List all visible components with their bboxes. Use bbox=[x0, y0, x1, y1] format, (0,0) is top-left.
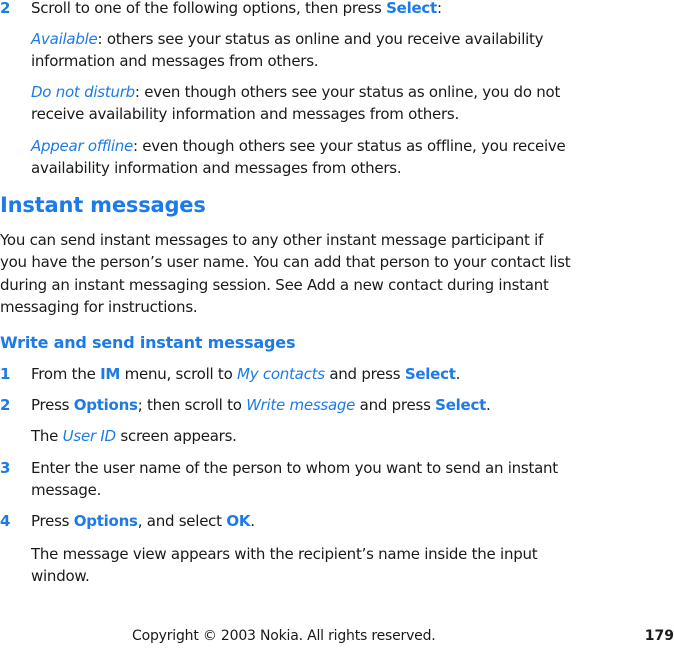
step-3-text: Enter the user name of the person to whom you want to send an instant bbox=[31, 459, 558, 477]
step-2-note: The User ID screen appears. bbox=[31, 427, 237, 445]
select-softkey: Select bbox=[386, 0, 437, 17]
options-softkey: Options bbox=[73, 512, 138, 530]
option-available: Available: others see your status as online and you receive availability bbox=[31, 30, 544, 48]
option-appear-offline: Appear offline: even though others see your status as offline, you receive bbox=[31, 137, 566, 155]
ok-option: OK bbox=[226, 512, 251, 530]
option-term: Appear offline bbox=[31, 137, 133, 155]
select-softkey: Select bbox=[404, 365, 456, 383]
paragraph-line: You can send instant messages to any other instant message participant if bbox=[0, 231, 544, 249]
user-id-screen: User ID bbox=[62, 427, 116, 445]
step-number: 4 bbox=[0, 512, 11, 530]
write-message-option: Write message bbox=[246, 396, 356, 414]
step-number: 1 bbox=[0, 365, 11, 383]
paragraph-line: messaging for instructions. bbox=[0, 298, 198, 316]
option-appear-offline-cont: availability information and messages from others. bbox=[31, 159, 402, 177]
step-3-text-cont: message. bbox=[31, 481, 102, 499]
im-menu: IM bbox=[100, 365, 121, 383]
paragraph-line: during an instant messaging session. See Add a new contact during instant bbox=[0, 276, 549, 294]
option-term: Available bbox=[31, 30, 98, 48]
step-number: 2 bbox=[0, 396, 11, 414]
step-4-note-cont: window. bbox=[31, 567, 90, 585]
copyright-notice: Copyright © 2003 Nokia. All rights reserved. bbox=[132, 628, 436, 644]
step-4-text: Press Options, and select OK. bbox=[31, 512, 255, 530]
options-softkey: Options bbox=[73, 396, 138, 414]
step-1-text: From the IM menu, scroll to My contacts and press Select. bbox=[31, 365, 461, 383]
page-number: 179 bbox=[644, 628, 674, 644]
step-4-note: The message view appears with the recipient’s name inside the input bbox=[31, 545, 538, 563]
paragraph-line: you have the person’s user name. You can add that person to your contact list bbox=[0, 253, 571, 271]
option-available-cont: information and messages from others. bbox=[31, 52, 319, 70]
option-do-not-disturb-cont: receive availability information and messages from others. bbox=[31, 105, 459, 123]
my-contacts-option: My contacts bbox=[237, 365, 325, 383]
subsection-heading: Write and send instant messages bbox=[0, 333, 296, 352]
option-do-not-disturb: Do not disturb: even though others see your status as online, you do not bbox=[31, 83, 561, 101]
step-text: Scroll to one of the following options, then press Select: bbox=[31, 0, 442, 17]
option-term: Do not disturb bbox=[31, 83, 135, 101]
step-number: 3 bbox=[0, 459, 11, 477]
section-heading: Instant messages bbox=[0, 193, 206, 217]
select-softkey: Select bbox=[435, 396, 487, 414]
step-2-text: Press Options; then scroll to Write message and press Select. bbox=[31, 396, 491, 414]
step-number: 2 bbox=[0, 0, 11, 17]
